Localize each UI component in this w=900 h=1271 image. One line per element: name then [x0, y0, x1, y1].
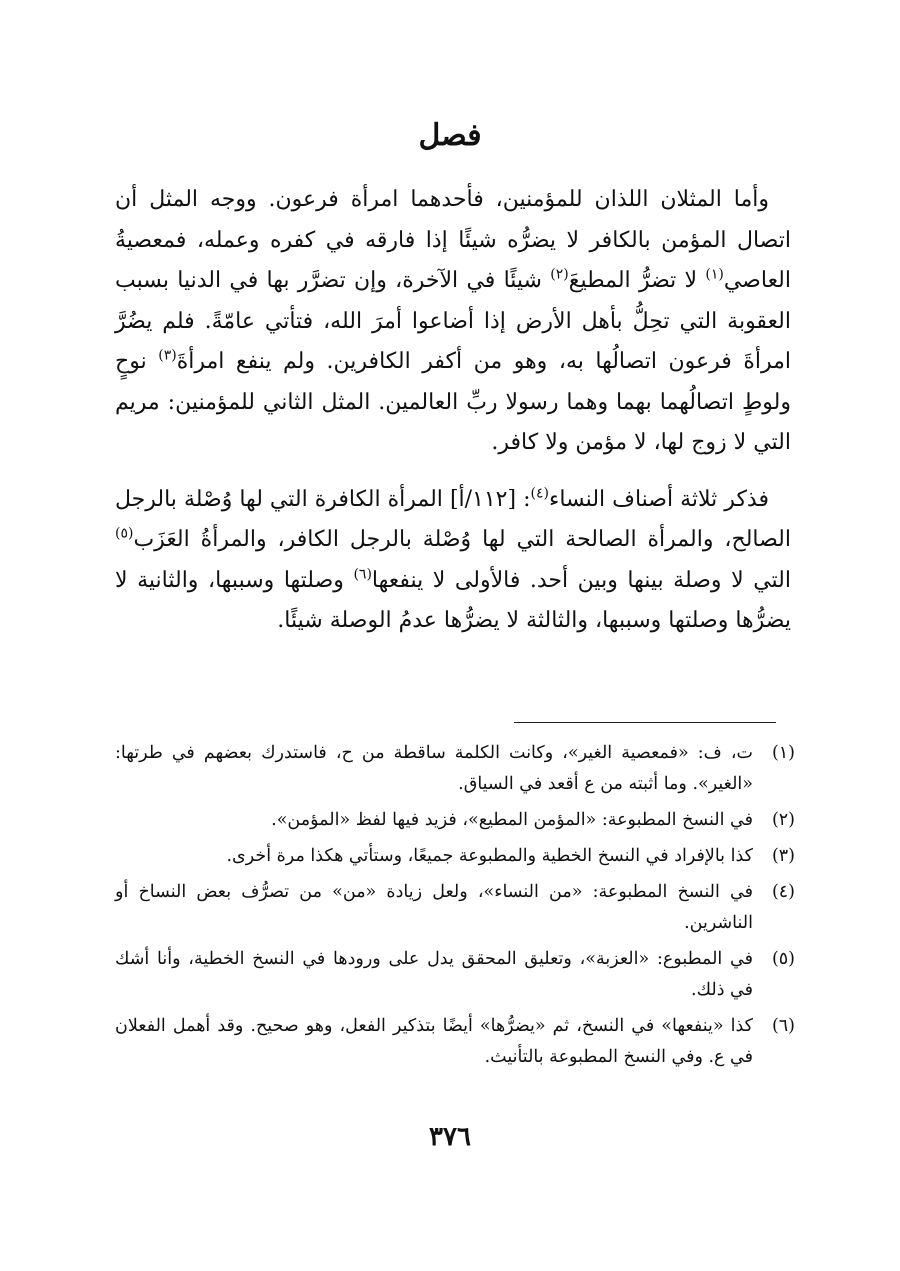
page-number: ٣٧٦: [429, 1122, 471, 1152]
text-run: التي لا وصلة بينها وبين أحد. فالأولى لا ينفعها: [371, 567, 791, 593]
footnote-text: في النسخ المطبوعة: «المؤمن المطيع»، فزيد فيها لفظ «المؤمن».: [271, 810, 753, 830]
paragraph: [115, 480, 791, 642]
footnote-number: (٦): [771, 1016, 795, 1036]
footnote-number: (٣): [771, 846, 795, 866]
footnote: [115, 877, 795, 939]
footnote: [115, 944, 795, 1006]
text-run: نوحٍ ولوطٍ اتصالُهما بهما وهما رسولا ربِّ العالمين. المثل الثاني للمؤمنين: مريم التي لا زوج لها، لا مؤمن ولا كافر.: [115, 349, 791, 455]
footnote-number: (٤): [771, 882, 795, 902]
text-run: : [١١٢/أ] المرأة الكافرة التي لها وُصْلة بالرجل الصالح، والمرأة الصالحة التي لها وُصْلة بالرجل الكافر، والمرأةُ العَزَب: [115, 486, 791, 552]
paragraph: [115, 180, 791, 464]
footnote-text: كذا بالإفراد في النسخ الخطية والمطبوعة جميعًا، وستأتي هكذا مرة أخرى.: [226, 846, 753, 866]
footnote-number: (١): [771, 743, 795, 763]
footnote-reference: (١): [705, 266, 724, 283]
footnote-number: (٥): [771, 949, 795, 969]
footnote-reference: (٣): [158, 347, 177, 364]
footnote-reference: (٥): [115, 525, 134, 542]
footnote-reference: (٢): [550, 266, 569, 283]
footnote: [115, 841, 795, 872]
footnote-number: (٢): [771, 810, 795, 830]
footnote-reference: (٤): [530, 485, 549, 502]
text-run: فذكر ثلاثة أصناف النساء: [549, 486, 769, 512]
footnote-text: في المطبوع: «العزبة»، وتعليق المحقق يدل على ورودها في النسخ الخطية، وأنا أشك في ذلك.: [115, 949, 753, 1000]
text-run: شيئًا في الآخرة، وإن تضرَّر بها في الدنيا بسبب العقوبة التي تحِلُّ بأهل الأرض إذا أضاعوا أمرَ الله، فتأتي عامّةً. فلم يضُرَّ امرأةَ فرعون اتصالُها به، وهو من أكفر الكافرين. ولم ينفع امرأةَ: [115, 268, 791, 374]
footnote: [115, 1011, 795, 1073]
text-run: وأما المثلان اللذان للمؤمنين، فأحدهما امرأة فرعون. ووجه المثل أن اتصال المؤمن بالكافر لا يضرُّه شيئًا إذا فارقه في كفره وعمله، فمعصيةُ العاصي: [115, 187, 791, 293]
main-text: [115, 180, 791, 642]
section-heading: فصل: [418, 118, 482, 153]
footnote-text: في النسخ المطبوعة: «من النساء»، ولعل زيادة «من» من تصرُّف بعض النساخ أو الناشرين.: [115, 882, 753, 933]
footnote: [115, 805, 795, 836]
footnotes-list: [115, 738, 795, 1078]
footnote-reference: (٦): [353, 566, 372, 583]
footnote: [115, 738, 795, 800]
footnote-divider: [514, 722, 776, 723]
footnote-text: ت، ف: «فمعصية الغير»، وكانت الكلمة ساقطة من ح، فاستدرك بعضهم في طرتها: «الغير». وما أثبته من ع أقعد في السياق.: [115, 743, 753, 794]
text-run: لا تضرُّ المطيعَ: [568, 268, 706, 293]
text-run: وصلتها وسببها، والثانية لا يضرُّها وصلتها وسببها، والثالثة لا يضرُّها عدمُ الوصلة شيئًا.: [115, 567, 791, 633]
footnote-text: كذا «ينفعها» في النسخ، ثم «يضرُّها» أيضًا بتذكير الفعل، وهو صحيح. وقد أهمل الفعلان في ع. وفي النسخ المطبوعة بالتأنيث.: [115, 1016, 753, 1067]
